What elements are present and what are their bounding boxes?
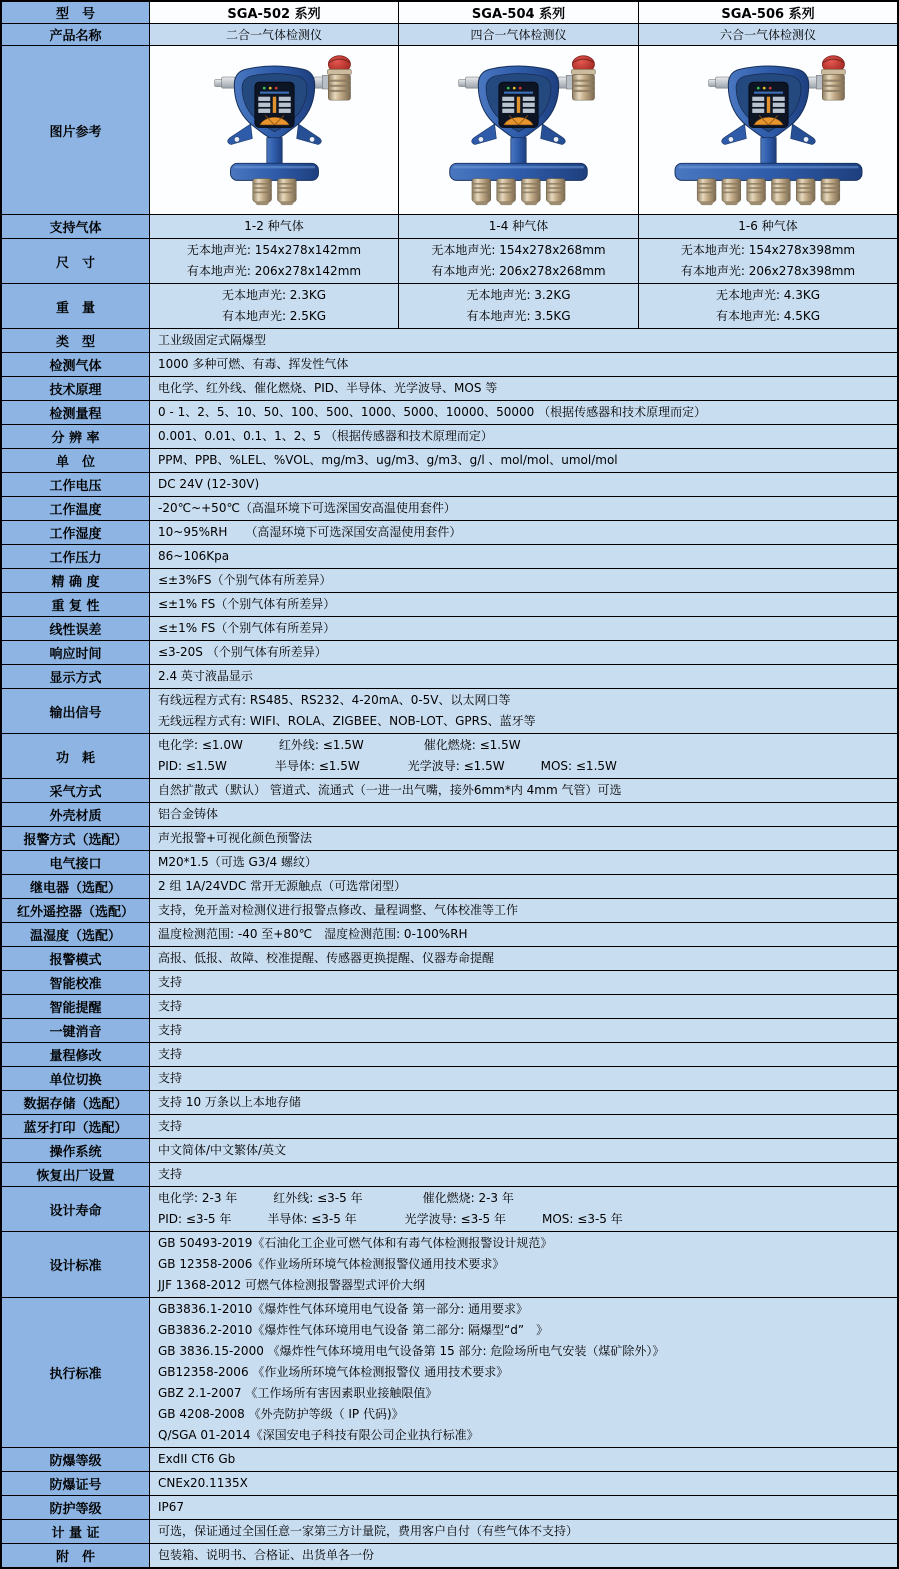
row-size [2, 239, 897, 284]
spec-row-smart-calibration [2, 971, 897, 995]
spec-label-unit: 单 位 [2, 449, 150, 472]
spec-value-protection-class [150, 1496, 897, 1519]
spec-value-accuracy [150, 569, 897, 592]
spec-row-unit [2, 449, 897, 473]
spec-label-display: 显示方式 [2, 665, 150, 688]
spec-row-alarm-method-optional [2, 827, 897, 851]
spec-row-one-key-mute [2, 1019, 897, 1043]
spec-value-line: PID: ≤3-5 年 半导体: ≤3-5 年 光学波导: ≤3-5 年 MOS: ≤3-5 年 [158, 1212, 623, 1226]
spec-value-temp-humidity-optional [150, 923, 897, 946]
spec-value-line: GB 4208-2008 《外壳防护等级（ IP 代码)》 [158, 1407, 404, 1421]
spec-value-execution-standard [150, 1298, 897, 1447]
product-name-502: 二合一气体检测仪 [150, 24, 399, 45]
device-image-sga-504 [416, 54, 621, 206]
row-model [2, 2, 897, 24]
spec-label-type: 类 型 [2, 329, 150, 352]
spec-row-detected-gas [2, 353, 897, 377]
weight-label: 重 量 [2, 284, 150, 328]
spec-value-data-storage-optional [150, 1091, 897, 1114]
spec-label-power: 功 耗 [2, 734, 150, 778]
model-label: 型 号 [2, 2, 150, 23]
spec-label-principle: 技术原理 [2, 377, 150, 400]
spec-label-voltage: 工作电压 [2, 473, 150, 496]
spec-value-linearity [150, 617, 897, 640]
spec-value-line: GB 3836.15-2000 《爆炸性气体环境用电气设备第 15 部分: 危险场所电气安装（煤矿除外）》 [158, 1344, 665, 1358]
model-sga-504: SGA-504 系列 [399, 2, 639, 23]
spec-label-os: 操作系统 [2, 1139, 150, 1162]
spec-row-metrology-cert [2, 1520, 897, 1544]
spec-label-accuracy: 精 确 度 [2, 569, 150, 592]
spec-value-line: 2.4 英寸液晶显示 [158, 669, 253, 683]
spec-value-line: 支持 [158, 1023, 183, 1037]
gases-502: 1-2 种气体 [150, 215, 399, 238]
spec-row-bluetooth-print-optional [2, 1115, 897, 1139]
supported-gases-label: 支持气体 [2, 215, 150, 238]
size-506: 无本地声光: 154x278x398mm 有本地声光: 206x278x398mm [639, 239, 897, 283]
spec-value-line: IP67 [158, 1500, 185, 1514]
spec-label-output-signal: 输出信号 [2, 689, 150, 733]
spec-row-resolution [2, 425, 897, 449]
spec-value-line: 铝合金铸体 [158, 807, 219, 821]
spec-row-protection-class [2, 1496, 897, 1520]
spec-value-line: 可选，保证通过全国任意一家第三方计量院，费用客户自付（有些气体不支持） [158, 1524, 579, 1538]
spec-row-design-standard [2, 1232, 897, 1298]
spec-label-bluetooth-print-optional: 蓝牙打印（选配） [2, 1115, 150, 1138]
spec-label-accessories: 附 件 [2, 1544, 150, 1567]
spec-value-line: Q/SGA 01-2014《深国安电子科技有限公司企业执行标准》 [158, 1428, 479, 1442]
spec-value-line: 10~95%RH （高湿环境下可选深国安高湿使用套件） [158, 525, 462, 539]
spec-label-unit-switch: 单位切换 [2, 1067, 150, 1090]
spec-value-sampling [150, 779, 897, 802]
spec-value-one-key-mute [150, 1019, 897, 1042]
spec-value-bluetooth-print-optional [150, 1115, 897, 1138]
spec-row-smart-reminder [2, 995, 897, 1019]
spec-value-line: ≤±1% FS（个别气体有所差异） [158, 621, 336, 635]
spec-label-housing: 外壳材质 [2, 803, 150, 826]
spec-value-line: 温度检测范围: -40 至+80℃ 湿度检测范围: 0-100%RH [158, 927, 468, 941]
spec-value-line: 0 - 1、2、5、10、50、100、500、1000、5000、10000、50000 （根据传感器和技术原理而定） [158, 405, 707, 419]
spec-value-principle [150, 377, 897, 400]
spec-value-range [150, 401, 897, 424]
spec-row-execution-standard [2, 1298, 897, 1448]
spec-value-line: PPM、PPB、%LEL、%VOL、mg/m3、ug/m3、g/m3、g/l 、mol/mol、umol/mol [158, 453, 618, 467]
spec-value-line: CNEx20.1135X [158, 1476, 248, 1490]
spec-value-line: 0.001、0.01、0.1、1、2、5 （根据传感器和技术原理而定） [158, 429, 493, 443]
spec-value-factory-reset [150, 1163, 897, 1186]
spec-label-explosion-proof-cert: 防爆证号 [2, 1472, 150, 1495]
spec-value-unit-switch [150, 1067, 897, 1090]
spec-row-principle [2, 377, 897, 401]
image-cell-504 [399, 46, 639, 214]
spec-label-design-standard: 设计标准 [2, 1232, 150, 1297]
spec-value-line: 包装箱、说明书、合格证、出货单各一份 [158, 1548, 375, 1562]
spec-label-pressure: 工作压力 [2, 545, 150, 568]
spec-value-line: ≤±3%FS（个别气体有所差异） [158, 573, 332, 587]
spec-value-line: 有线远程方式有: RS485、RS232、4-20mA、0-5V、以太网口等 [158, 693, 511, 707]
spec-value-line: DC 24V (12-30V) [158, 477, 260, 491]
spec-value-electrical-interface [150, 851, 897, 874]
spec-row-linearity [2, 617, 897, 641]
spec-row-range-modify [2, 1043, 897, 1067]
spec-value-line: GB3836.1-2010《爆炸性气体环境用电气设备 第一部分: 通用要求》 [158, 1302, 529, 1316]
spec-value-line: ≤±1% FS（个别气体有所差异） [158, 597, 336, 611]
spec-value-repeatability [150, 593, 897, 616]
row-weight [2, 284, 897, 329]
spec-value-ir-remote-optional [150, 899, 897, 922]
spec-row-explosion-proof-cert [2, 1472, 897, 1496]
row-image-reference [2, 46, 897, 215]
spec-label-data-storage-optional: 数据存储（选配） [2, 1091, 150, 1114]
spec-row-electrical-interface [2, 851, 897, 875]
spec-value-type [150, 329, 897, 352]
spec-value-os [150, 1139, 897, 1162]
spec-value-explosion-proof-class [150, 1448, 897, 1471]
spec-label-ir-remote-optional: 红外遥控器（选配） [2, 899, 150, 922]
spec-label-design-life: 设计寿命 [2, 1187, 150, 1231]
spec-value-line: GBZ 2.1-2007 《工作场所有害因素职业接触限值》 [158, 1386, 438, 1400]
spec-value-explosion-proof-cert [150, 1472, 897, 1495]
spec-value-line: GB 50493-2019《石油化工企业可燃气体和有毒气体检测报警设计规范》 [158, 1236, 553, 1250]
spec-row-unit-switch [2, 1067, 897, 1091]
row-product-name [2, 24, 897, 46]
spec-value-line: ≤3-20S （个别气体有所差异） [158, 645, 327, 659]
spec-value-alarm-mode [150, 947, 897, 970]
spec-value-smart-calibration [150, 971, 897, 994]
spec-value-line: PID: ≤1.5W 半导体: ≤1.5W 光学波导: ≤1.5W MOS: ≤1.5W [158, 759, 617, 773]
spec-value-response-time [150, 641, 897, 664]
spec-value-line: 支持 [158, 1119, 183, 1133]
spec-label-factory-reset: 恢复出厂设置 [2, 1163, 150, 1186]
spec-label-smart-calibration: 智能校准 [2, 971, 150, 994]
spec-row-alarm-mode [2, 947, 897, 971]
model-sga-502: SGA-502 系列 [150, 2, 399, 23]
weight-506: 无本地声光: 4.3KG 有本地声光: 4.5KG [639, 284, 897, 328]
spec-value-line: 声光报警+可视化颜色预警法 [158, 831, 313, 845]
spec-label-linearity: 线性误差 [2, 617, 150, 640]
spec-value-line: 自然扩散式（默认） 管道式、流通式（一进一出气嘴，接外6mm*内 4mm 气管）可选 [158, 783, 622, 797]
size-502: 无本地声光: 154x278x142mm 有本地声光: 206x278x142mm [150, 239, 399, 283]
spec-label-resolution: 分 辨 率 [2, 425, 150, 448]
spec-value-voltage [150, 473, 897, 496]
spec-row-pressure [2, 545, 897, 569]
spec-value-line: JJF 1368-2012 可燃气体检测报警器型式评价大纲 [158, 1278, 426, 1292]
spec-value-line: 支持 [158, 999, 183, 1013]
spec-value-design-standard [150, 1232, 897, 1297]
spec-value-smart-reminder [150, 995, 897, 1018]
spec-value-line: 2 组 1A/24VDC 常开无源触点（可选常闭型） [158, 879, 407, 893]
row-supported-gases [2, 215, 897, 239]
spec-value-relay-optional [150, 875, 897, 898]
spec-label-sampling: 采气方式 [2, 779, 150, 802]
spec-value-line: 工业级固定式隔爆型 [158, 333, 267, 347]
spec-label-detected-gas: 检测气体 [2, 353, 150, 376]
spec-value-line: 电化学: ≤1.0W 红外线: ≤1.5W 催化燃烧: ≤1.5W [158, 738, 521, 752]
spec-value-line: 电化学: 2-3 年 红外线: ≤3-5 年 催化燃烧: 2-3 年 [158, 1191, 514, 1205]
spec-value-line: 支持 [158, 1047, 183, 1061]
spec-value-line: 无线远程方式有: WIFI、ROLA、ZIGBEE、NOB-LOT、GPRS、蓝牙等 [158, 714, 536, 728]
spec-label-smart-reminder: 智能提醒 [2, 995, 150, 1018]
spec-value-line: 支持 [158, 1071, 183, 1085]
spec-value-line: 中文简体/中文繁体/英文 [158, 1143, 287, 1157]
spec-row-repeatability [2, 593, 897, 617]
spec-label-one-key-mute: 一键消音 [2, 1019, 150, 1042]
spec-row-explosion-proof-class [2, 1448, 897, 1472]
spec-row-ir-remote-optional [2, 899, 897, 923]
spec-value-design-life [150, 1187, 897, 1231]
gases-504: 1-4 种气体 [399, 215, 639, 238]
model-sga-506: SGA-506 系列 [639, 2, 897, 23]
spec-label-metrology-cert: 计 量 证 [2, 1520, 150, 1543]
spec-value-line: 高报、低报、故障、校准提醒、传感器更换提醒、仪器寿命提醒 [158, 951, 495, 965]
spec-value-unit [150, 449, 897, 472]
spec-row-os [2, 1139, 897, 1163]
spec-value-line: 支持，免开盖对检测仪进行报警点修改、量程调整、气体校准等工作 [158, 903, 519, 917]
spec-value-accessories [150, 1544, 897, 1567]
weight-502: 无本地声光: 2.3KG 有本地声光: 2.5KG [150, 284, 399, 328]
product-name-504: 四合一气体检测仪 [399, 24, 639, 45]
spec-value-display [150, 665, 897, 688]
spec-value-line: M20*1.5（可选 G3/4 螺纹） [158, 855, 317, 869]
image-cell-506 [639, 46, 897, 214]
spec-label-explosion-proof-class: 防爆等级 [2, 1448, 150, 1471]
spec-value-line: -20℃~+50℃（高温环境下可选深国安高温使用套件） [158, 501, 456, 515]
spec-value-line: ExdII CT6 Gb [158, 1452, 236, 1466]
spec-value-line: 86~106Kpa [158, 549, 230, 563]
spec-row-factory-reset [2, 1163, 897, 1187]
spec-value-power [150, 734, 897, 778]
gases-506: 1-6 种气体 [639, 215, 897, 238]
spec-row-range [2, 401, 897, 425]
spec-label-alarm-mode: 报警模式 [2, 947, 150, 970]
spec-value-output-signal [150, 689, 897, 733]
image-cell-502 [150, 46, 399, 214]
spec-label-response-time: 响应时间 [2, 641, 150, 664]
spec-value-line: 1000 多种可燃、有毒、挥发性气体 [158, 357, 349, 371]
spec-rows [2, 329, 897, 1567]
spec-label-range-modify: 量程修改 [2, 1043, 150, 1066]
weight-504: 无本地声光: 3.2KG 有本地声光: 3.5KG [399, 284, 639, 328]
spec-label-execution-standard: 执行标准 [2, 1298, 150, 1447]
device-image-sga-506 [666, 54, 871, 206]
spec-label-repeatability: 重 复 性 [2, 593, 150, 616]
spec-value-line: GB12358-2006 《作业场所环境气体检测报警仪 通用技术要求》 [158, 1365, 509, 1379]
spec-row-display [2, 665, 897, 689]
spec-row-type [2, 329, 897, 353]
spec-value-alarm-method-optional [150, 827, 897, 850]
spec-value-detected-gas [150, 353, 897, 376]
spec-row-response-time [2, 641, 897, 665]
spec-row-humidity [2, 521, 897, 545]
spec-value-resolution [150, 425, 897, 448]
spec-label-electrical-interface: 电气接口 [2, 851, 150, 874]
spec-value-temperature [150, 497, 897, 520]
spec-row-temperature [2, 497, 897, 521]
spec-row-voltage [2, 473, 897, 497]
spec-row-accessories [2, 1544, 897, 1567]
spec-value-metrology-cert [150, 1520, 897, 1543]
spec-value-line: 支持 [158, 975, 183, 989]
spec-label-alarm-method-optional: 报警方式（选配） [2, 827, 150, 850]
product-name-label: 产品名称 [2, 24, 150, 45]
spec-value-housing [150, 803, 897, 826]
spec-value-line: 电化学、红外线、催化燃烧、PID、半导体、光学波导、MOS 等 [158, 381, 498, 395]
spec-value-line: GB 12358-2006《作业场所环境气体检测报警仪通用技术要求》 [158, 1257, 505, 1271]
spec-row-sampling [2, 779, 897, 803]
spec-row-design-life [2, 1187, 897, 1232]
size-label: 尺 寸 [2, 239, 150, 283]
spec-value-line: 支持 [158, 1167, 183, 1181]
spec-label-protection-class: 防护等级 [2, 1496, 150, 1519]
spec-row-temp-humidity-optional [2, 923, 897, 947]
spec-value-range-modify [150, 1043, 897, 1066]
spec-row-housing [2, 803, 897, 827]
spec-row-accuracy [2, 569, 897, 593]
spec-value-humidity [150, 521, 897, 544]
spec-label-temp-humidity-optional: 温湿度（选配） [2, 923, 150, 946]
spec-label-range: 检测量程 [2, 401, 150, 424]
spec-value-pressure [150, 545, 897, 568]
product-name-506: 六合一气体检测仪 [639, 24, 897, 45]
spec-value-line: GB3836.2-2010《爆炸性气体环境用电气设备 第二部分: 隔爆型“d” 》 [158, 1323, 549, 1337]
spec-row-output-signal [2, 689, 897, 734]
spec-row-relay-optional [2, 875, 897, 899]
device-image-sga-502 [172, 54, 377, 206]
spec-label-temperature: 工作温度 [2, 497, 150, 520]
spec-label-relay-optional: 继电器（选配） [2, 875, 150, 898]
spec-row-power [2, 734, 897, 779]
spec-row-data-storage-optional [2, 1091, 897, 1115]
size-504: 无本地声光: 154x278x268mm 有本地声光: 206x278x268mm [399, 239, 639, 283]
spec-label-humidity: 工作湿度 [2, 521, 150, 544]
spec-value-line: 支持 10 万条以上本地存储 [158, 1095, 301, 1109]
image-reference-label: 图片参考 [2, 46, 150, 214]
